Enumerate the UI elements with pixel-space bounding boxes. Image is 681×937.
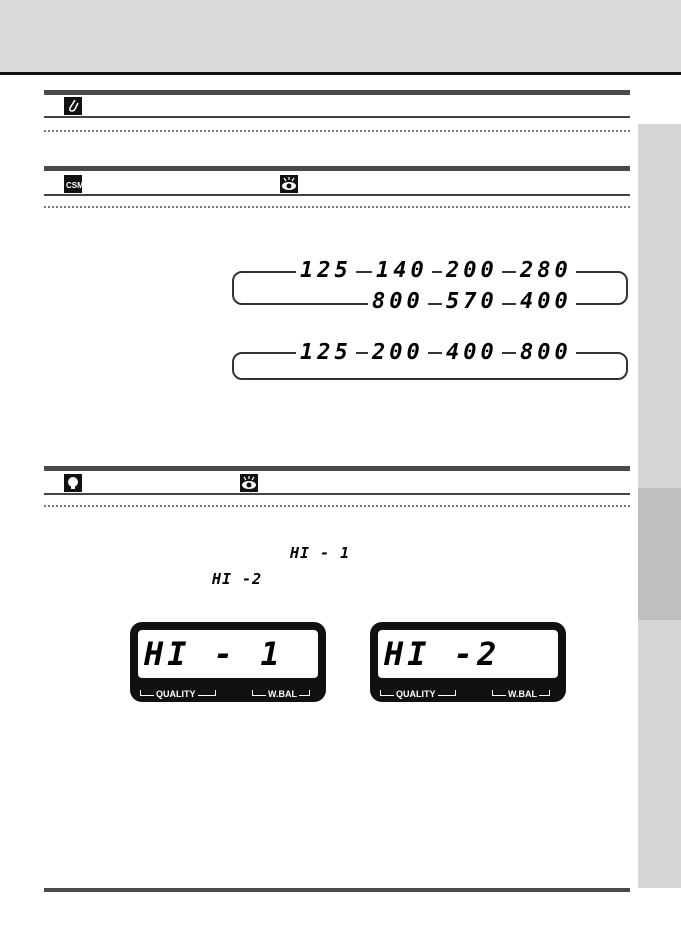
iso-value: 800 bbox=[516, 342, 576, 364]
section-csm-divider bbox=[44, 206, 630, 208]
lcd-screen bbox=[138, 630, 318, 678]
svg-text:CSM: CSM bbox=[66, 181, 84, 190]
section-note-bottom-rule bbox=[44, 116, 630, 118]
paperclip-icon bbox=[64, 97, 82, 115]
section-csm-title bbox=[44, 174, 630, 194]
section-csm-top-rule bbox=[44, 166, 630, 171]
wbal-label: W.BAL bbox=[268, 689, 297, 699]
iso-value: 400 bbox=[516, 291, 576, 313]
section-hi-divider bbox=[44, 505, 630, 507]
iso-value: 200 bbox=[368, 342, 428, 364]
section-note-title bbox=[44, 96, 630, 116]
iso-value: 125 bbox=[296, 260, 356, 282]
csm-icon bbox=[64, 175, 82, 193]
lcd-display-value: HI -2 bbox=[384, 635, 501, 673]
page-header-band bbox=[0, 0, 681, 75]
wbal-label: W.BAL bbox=[508, 689, 537, 699]
section-hi-title bbox=[44, 473, 630, 493]
tip-bulb-icon bbox=[64, 474, 82, 492]
side-tab-top bbox=[638, 124, 681, 488]
section-csm-bottom-rule bbox=[44, 194, 630, 196]
lcd-panel-hi1 bbox=[130, 622, 326, 702]
section-hi-top-rule bbox=[44, 466, 630, 471]
lcd-display-value: HI - 1 bbox=[144, 635, 284, 673]
section-note-top-rule bbox=[44, 90, 630, 95]
iso-value: 800 bbox=[368, 291, 428, 313]
iso-value: 140 bbox=[372, 260, 432, 282]
inline-hi2-indicator: HI -2 bbox=[212, 570, 263, 588]
iso-value: 200 bbox=[442, 260, 502, 282]
section-note-divider bbox=[44, 130, 630, 132]
quality-label: QUALITY bbox=[156, 689, 196, 699]
quality-label: QUALITY bbox=[396, 689, 436, 699]
lcd-screen bbox=[378, 630, 558, 678]
side-tab-middle bbox=[638, 488, 681, 620]
iso-value: 125 bbox=[296, 342, 356, 364]
side-tab-bottom bbox=[638, 620, 681, 888]
inline-hi1-indicator: HI - 1 bbox=[290, 544, 351, 562]
iso-value: 570 bbox=[442, 291, 502, 313]
viewfinder-eye-icon bbox=[280, 175, 298, 193]
iso-value: 280 bbox=[516, 260, 576, 282]
section-hi-bottom-rule bbox=[44, 493, 630, 495]
lcd-panel-hi2 bbox=[370, 622, 566, 702]
viewfinder-eye-icon bbox=[240, 474, 258, 492]
page-footer-rule bbox=[44, 888, 630, 892]
iso-value: 400 bbox=[442, 342, 502, 364]
